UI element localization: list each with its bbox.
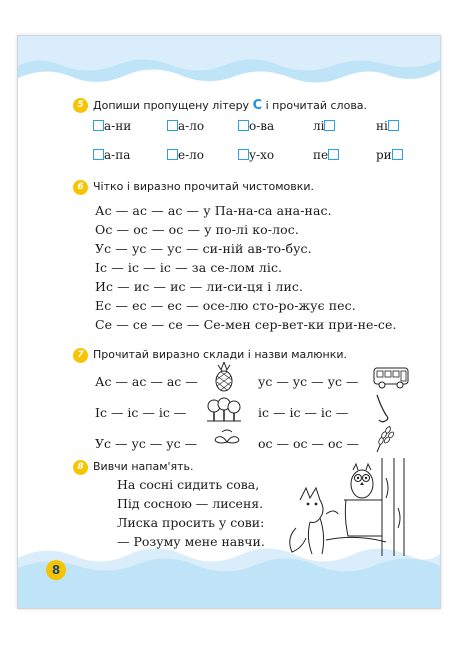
word-blank-10: ри: [376, 148, 403, 162]
task-7-badge: 7: [73, 348, 88, 363]
syllables-left-1: Ас — ас — ас —: [95, 374, 198, 389]
forest-icon: [205, 397, 243, 423]
wheat-icon: [372, 422, 396, 454]
task-6-badge: 6: [73, 180, 88, 195]
syllables-left-3: Ус — ус — ус —: [95, 436, 198, 451]
letter-box[interactable]: [238, 149, 249, 160]
tongue-twister-line: Се — се — се — Се-мен сер-вет-ки при-не-се.: [95, 317, 397, 332]
word-blank-2: а-ло: [167, 119, 204, 133]
owl-and-fox-illustration: [286, 458, 414, 558]
letter-box[interactable]: [324, 120, 335, 131]
task-8-badge: 8: [73, 460, 88, 475]
task-6-title: Чітко і виразно прочитай чистомовки.: [93, 180, 315, 193]
word-blank-9: пе: [313, 148, 339, 162]
word-blank-8: у-хо: [238, 148, 274, 162]
poem-line: — Розуму мене навчи.: [117, 534, 265, 549]
word-blank-5: ні: [376, 119, 399, 133]
task-5-badge: 5: [73, 98, 88, 113]
word-blank-3: о-ва: [238, 119, 274, 133]
letter-box[interactable]: [388, 120, 399, 131]
task-7-title: Прочитай виразно склади і назви малюнки.: [93, 348, 348, 361]
letter-box[interactable]: [93, 149, 104, 160]
tongue-twister-line: Ос — ос — ос — у по-лі ко-лос.: [95, 222, 299, 237]
page-number: 8: [46, 560, 66, 580]
word-blank-4: лі: [313, 119, 335, 133]
syllables-right-1: ус — ус — ус —: [258, 374, 359, 389]
task-5-title: [93, 98, 367, 113]
word-blank-1: а-ни: [93, 119, 131, 133]
task-5-text-after: і прочитай слова.: [262, 99, 368, 112]
pineapple-icon: [210, 360, 238, 392]
letter-box[interactable]: [93, 120, 104, 131]
letter-box[interactable]: [238, 120, 249, 131]
letter-box[interactable]: [167, 120, 178, 131]
syllables-left-2: Іс — іс — іс —: [95, 405, 187, 420]
poem-line: Лиска просить у сови:: [117, 515, 265, 530]
syllables-right-3: ос — ос — ос —: [258, 436, 359, 451]
top-wave-decoration: [18, 36, 440, 96]
task-5-letter: С: [252, 98, 263, 113]
mustache-icon: [212, 428, 242, 450]
letter-box[interactable]: [167, 149, 178, 160]
letter-box[interactable]: [392, 149, 403, 160]
tongue-twister-line: Іс — іс — іс — за се-лом ліс.: [95, 260, 283, 275]
word-blank-6: а-па: [93, 148, 130, 162]
tongue-twister-line: Ас — ас — ас — у Па-на-са ана-нас.: [95, 203, 332, 218]
tongue-twister-line: Ис — ис — ис — ли-си-ця і лис.: [95, 279, 304, 294]
tongue-twister-line: Ус — ус — ус — си-ній ав-то-бус.: [95, 241, 312, 256]
syllables-right-2: іс — іс — іс —: [258, 405, 349, 420]
task-5-text-before: Допиши пропущену літеру: [93, 99, 253, 112]
tongue-twister-line: Ес — ес — ес — осе-лю сто-ро-жує пес.: [95, 298, 356, 313]
bus-icon: [372, 365, 410, 391]
poem-line: Під сосною — лисеня.: [117, 496, 264, 511]
word-blank-7: е-ло: [167, 148, 204, 162]
poem-line: На сосні сидить сова,: [117, 477, 260, 492]
letter-box[interactable]: [328, 149, 339, 160]
task-8-title: Вивчи напам'ять.: [93, 460, 194, 473]
